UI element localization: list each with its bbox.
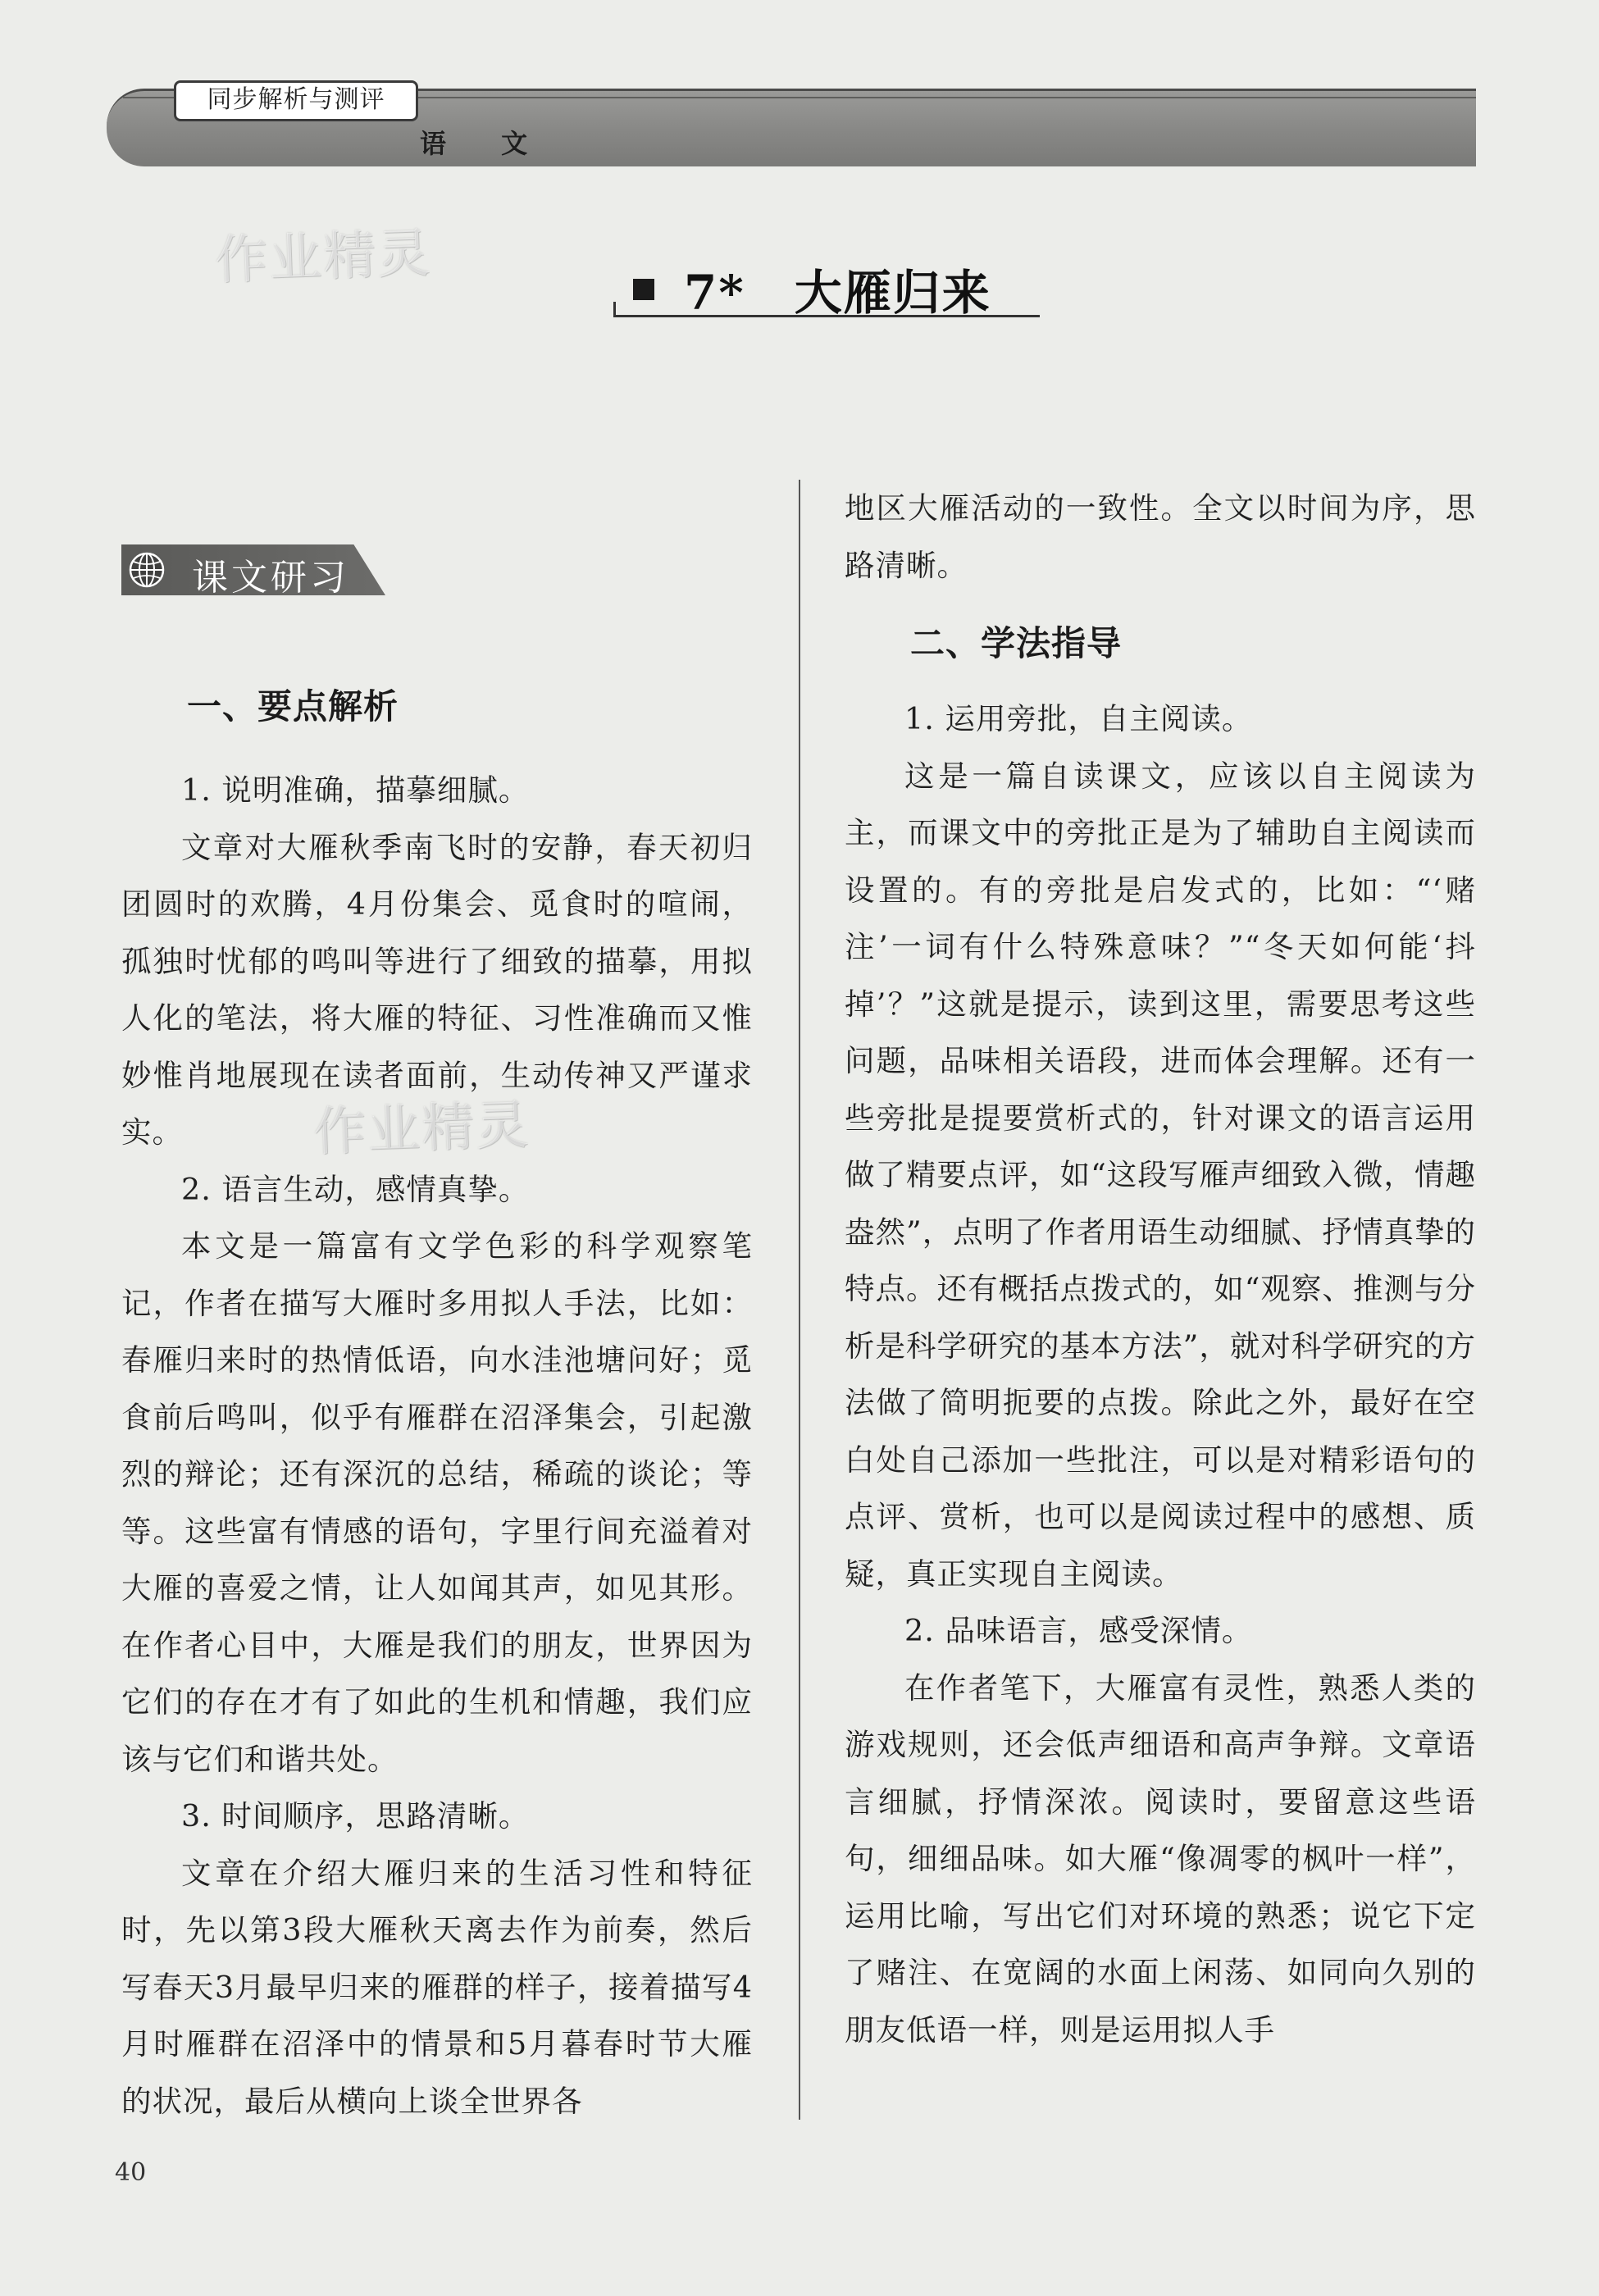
paragraph: 在作者笔下，大雁富有灵性，熟悉人类的游戏规则，还会低声细语和高声争辩。文章语言细腻，抒情深浓。阅读时，要留意这些语句，细细品味。如大雁“像凋零的枫叶一样”，运用比喻，写出它们对环境的熟悉；说它下定了赌注、在宽阔的水面上闲荡、如同向久别的朋友低语一样，则是运用拟人手 <box>845 1670 1476 2048</box>
paragraph-continuation: 地区大雁活动的一致性。全文以时间为序，思路清晰。 <box>845 490 1476 583</box>
column-divider <box>799 480 800 2120</box>
section-heading: 一、要点解析 <box>187 686 399 727</box>
series-title: 同步解析与测评 <box>174 80 418 121</box>
subject-label: 语 文 <box>420 128 551 159</box>
globe-icon <box>128 551 166 589</box>
paragraph: 1. 说明准确，描摹细腻。 <box>181 772 530 808</box>
left-column <box>121 685 753 2130</box>
square-bullet-icon <box>633 279 654 300</box>
paragraph: 3. 时间顺序，思路清晰。 <box>181 1798 530 1834</box>
watermark: 作业精灵 <box>312 1095 531 1164</box>
title-underline <box>613 315 1040 317</box>
lesson-title: 7* 大雁归来 <box>684 265 991 321</box>
paragraph: 2. 语言生动，感情真挚。 <box>181 1171 530 1207</box>
paragraph: 2. 品味语言，感受深情。 <box>904 1613 1253 1648</box>
paragraph: 文章在介绍大雁归来的生活习性和特征时，先以第3段大雁秋天离去作为前奏，然后写春天3月最早归来的雁群的样子，接着描写4月时雁群在沼泽中的情景和5月暮春时节大雁的状况，最后从横向上谈全世界各 <box>121 1855 753 2119</box>
paragraph: 文章对大雁秋季南飞时的安静，春天初归团圆时的欢腾，4月份集会、觅食时的喧闹，孤独时忧郁的鸣叫等进行了细致的描摹，用拟人化的笔法，将大雁的特征、习性准确而又惟妙惟肖地展现在读者面前，生动传神又严谨求实。 <box>121 829 753 1150</box>
lesson-title-block <box>613 254 1040 321</box>
right-column <box>845 480 1476 2058</box>
section-badge <box>121 544 385 599</box>
section-badge-label: 课文研习 <box>192 557 349 599</box>
page-number: 40 <box>115 2158 147 2187</box>
watermark: 作业精灵 <box>213 223 433 292</box>
section-heading: 二、学法指导 <box>910 623 1123 663</box>
paragraph: 本文是一篇富有文学色彩的科学观察笔记，作者在描写大雁时多用拟人手法，比如：春雁归来时的热情低语，向水洼池塘问好；觅食前后鸣叫，似乎有雁群在沼泽集会，引起激烈的辩论；还有深沉的总结，稀疏的谈论；等等。这些富有情感的语句，字里行间充溢着对大雁的喜爱之情，让人如闻其声，如见其形。在作者心目中，大雁是我们的朋友，世界因为它们的存在才有了如此的生机和情趣，我们应该与它们和谐共处。 <box>121 1228 753 1777</box>
paragraph: 这是一篇自读课文，应该以自主阅读为主，而课文中的旁批正是为了辅助自主阅读而设置的。有的旁批是启发式的，比如：“‘赌注’一词有什么特殊意味？”“冬天如何能‘抖掉’？”这就是提示，读到这里，需要思考这些问题，品味相关语段，进而体会理解。还有一些旁批是提要赏析式的，针对课文的语言运用做了精要点评，如“这段写雁声细致入微，情趣盎然”，点明了作者用语生动细腻、抒情真挚的特点。还有概括点拨式的，如“观察、推测与分析是科学研究的基本方法”，就对科学研究的方法做了简明扼要的点拨。除此之外，最好在空白处自己添加一些批注，可以是对精彩语句的点评、赏析，也可以是阅读过程中的感想、质疑，真正实现自主阅读。 <box>845 758 1476 1592</box>
paragraph: 1. 运用旁批，自主阅读。 <box>904 701 1253 736</box>
